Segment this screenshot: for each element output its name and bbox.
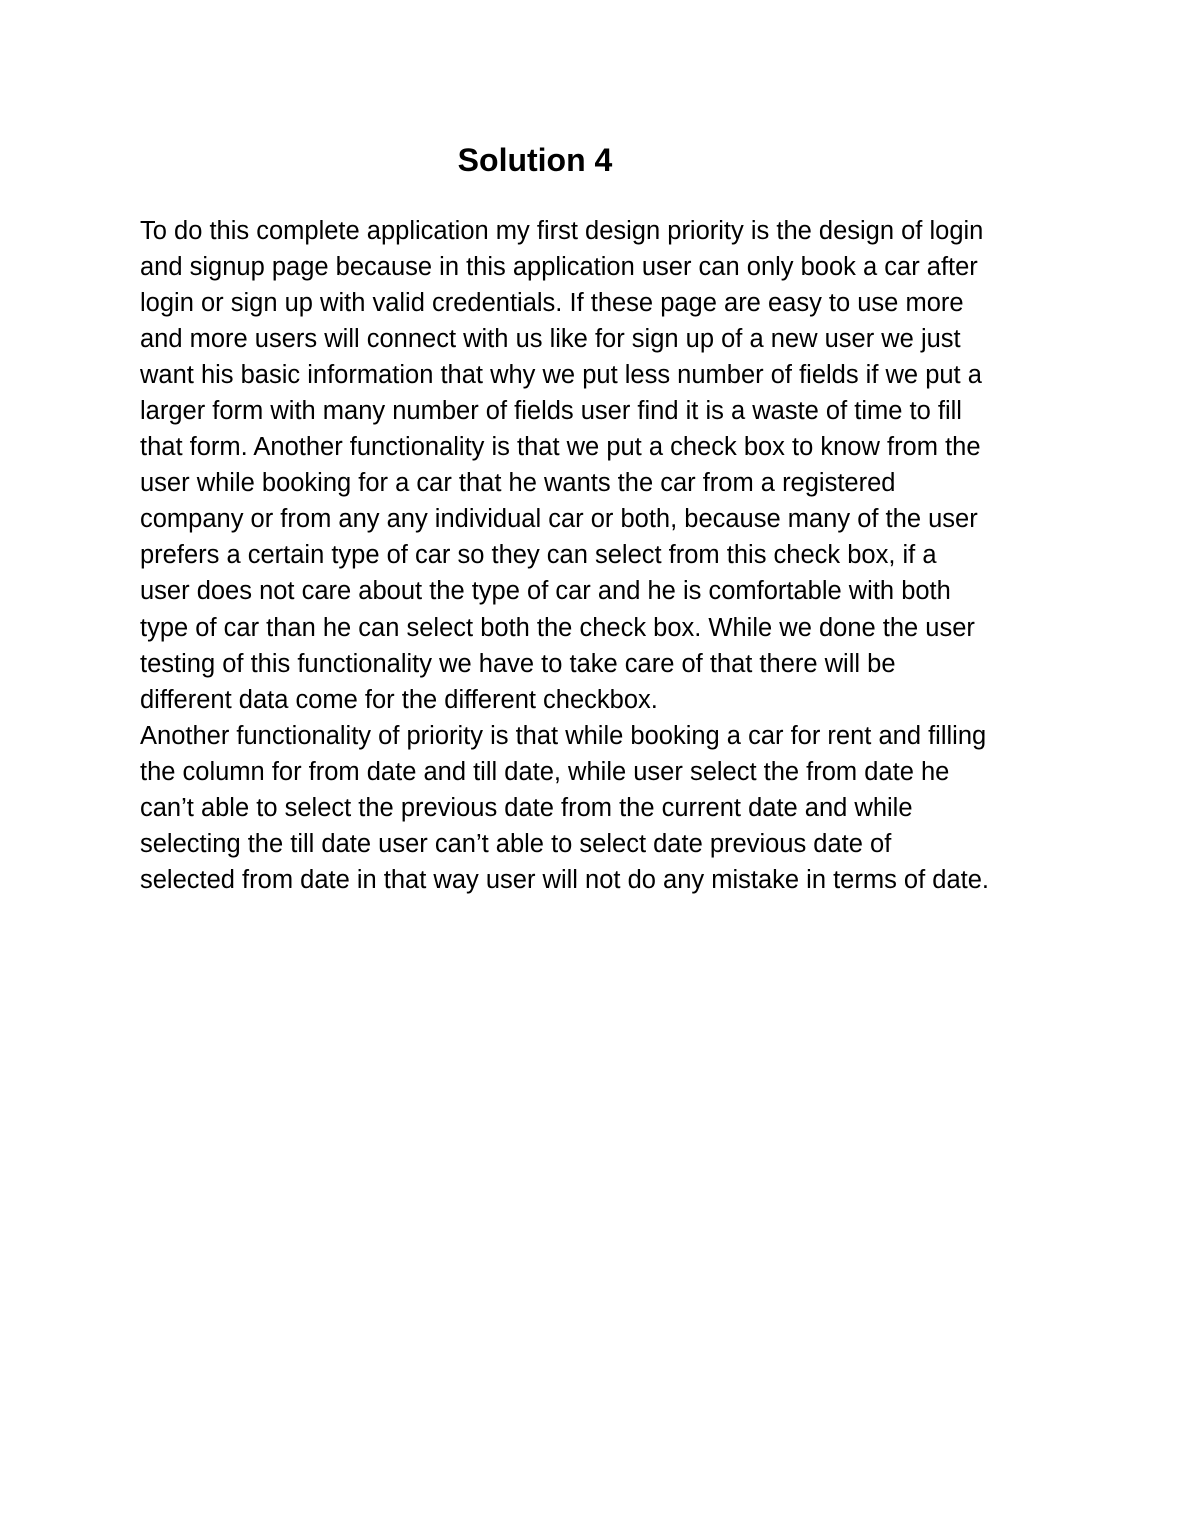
text-line: can’t able to select the previous date from the current date and while [140,793,913,822]
text-line: user while booking for a car that he wants the car from a registered [140,469,896,498]
text-line: larger form with many number of fields user find it is a waste of time to fill [140,397,962,426]
text-line: selected from date in that way user will not do any mistake in terms of date. [140,865,989,894]
text-line: login or sign up with valid credentials. If these page are easy to use more [140,289,964,318]
text-line: type of car than he can select both the check box. While we done the user [140,613,975,642]
text-line: selecting the till date user can’t able to select date previous date of [140,829,892,858]
text-line: user does not care about the type of car and he is comfortable with both [140,577,951,606]
text-line: Another functionality of priority is that while booking a car for rent and filling [140,721,987,750]
text-line: different data come for the different checkbox. [140,685,658,714]
text-line: To do this complete application my first design priority is the design of login [140,217,984,245]
text-line: that form. Another functionality is that we put a check box to know from the [140,433,981,462]
text-line: and signup page because in this application user can only book a car after [140,253,978,282]
text-line: want his basic information that why we put less number of fields if we put a [140,361,982,390]
text-line: and more users will connect with us like for sign up of a new user we just [140,325,961,354]
document-title: Solution 4 [457,142,613,178]
text-line: prefers a certain type of car so they can select from this check box, if a [140,541,937,570]
document-body [140,213,1055,898]
text-line: the column for from date and till date, while user select the from date he [140,757,950,786]
text-line: company or from any any individual car or both, because many of the user [140,505,978,534]
text-line: testing of this functionality we have to take care of that there will be [140,649,896,678]
